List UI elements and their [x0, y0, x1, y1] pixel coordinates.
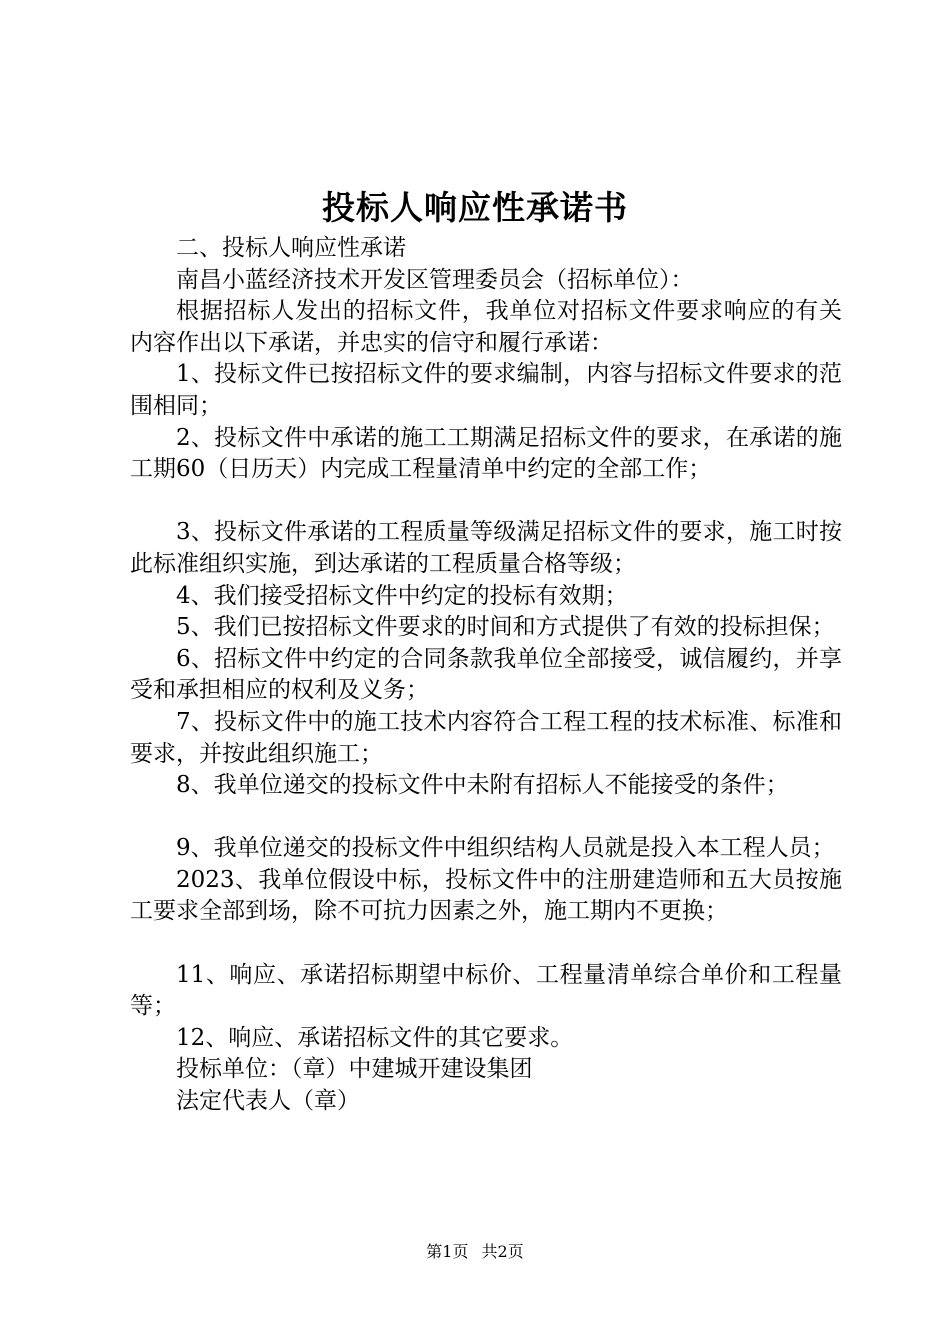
page-total: 共2页 [481, 1242, 524, 1261]
section-heading: 二、投标人响应性承诺 [176, 235, 406, 261]
commitment-item: 2023、我单位假设中标，投标文件中的注册建造师和五大员按施工要求全部到场，除不可抗力因素之外，施工期内不更换； [130, 866, 842, 925]
commitment-item: 7、投标文件中的施工技术内容符合工程工程的技术标准、标准和要求，并按此组织施工； [130, 708, 842, 767]
addressee: 南昌小蓝经济技术开发区管理委员会（招标单位）： [176, 266, 694, 293]
commitment-item: 9、我单位递交的投标文件中组织结构人员就是投入本工程人员； [176, 835, 835, 862]
commitment-item: 3、投标文件承诺的工程质量等级满足招标文件的要求，施工时按此标准组织实施，到达承诺的工程质量合格等级； [130, 519, 842, 577]
commitment-item: 12、响应、承诺招标文件的其它要求。 [176, 1024, 574, 1051]
bidder-signature-line: 投标单位：（章）中建城开建设集团 [176, 1056, 533, 1083]
commitment-item: 11、响应、承诺招标期望中标价、工程量清单综合单价和工程量等； [130, 961, 842, 1020]
document-title: 投标人响应性承诺书 [322, 188, 628, 227]
commitment-item: 1、投标文件已按招标文件的要求编制，内容与招标文件要求的范围相同； [130, 361, 842, 419]
commitment-item: 6、招标文件中约定的合同条款我单位全部接受，诚信履约，并享受和承担相应的权利及义务； [130, 645, 842, 704]
legal-representative-line: 法定代表人（章） [176, 1088, 360, 1115]
commitment-item: 2、投标文件中承诺的施工工期满足招标文件的要求，在承诺的施工期60（日历天）内完成工程量清单中约定的全部工作； [130, 424, 842, 483]
commitment-item: 8、我单位递交的投标文件中未附有招标人不能接受的条件； [176, 772, 789, 799]
intro-paragraph: 根据招标人发出的招标文件，我单位对招标文件要求响应的有关内容作出以下承诺，并忠实的信守和履行承诺： [130, 298, 842, 356]
commitment-item: 4、我们接受招标文件中约定的投标有效期； [176, 582, 628, 609]
page-number: 第1页 [426, 1242, 469, 1261]
page-footer [0, 1241, 950, 1263]
document-body [130, 233, 842, 1118]
commitment-item: 5、我们已按招标文件要求的时间和方式提供了有效的投标担保； [176, 614, 835, 641]
